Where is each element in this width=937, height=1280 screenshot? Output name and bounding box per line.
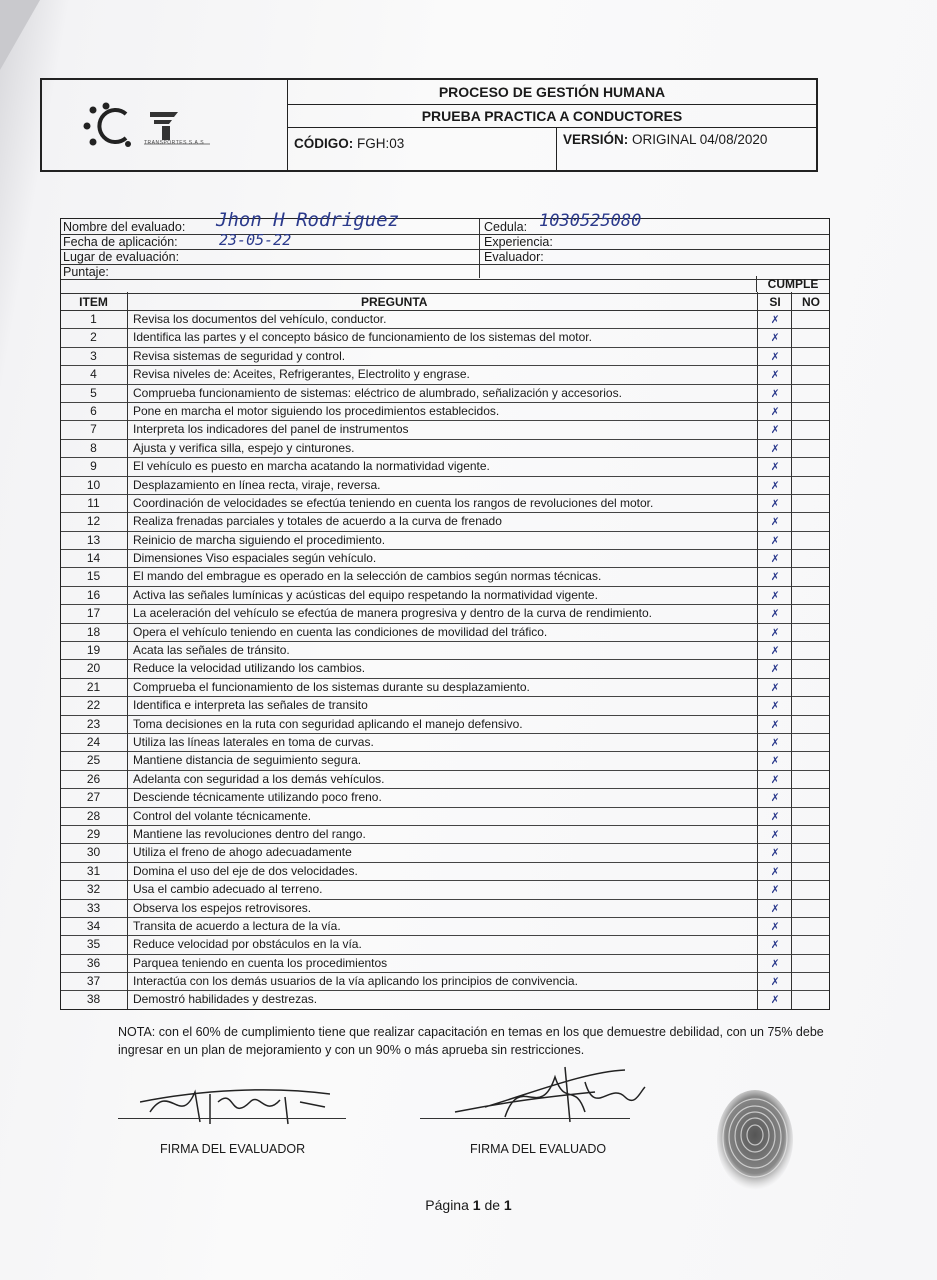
table-row	[61, 440, 829, 458]
item-number: 3	[90, 348, 97, 363]
si-check-mark: ✗	[771, 716, 779, 732]
cedula-label: Cedula:	[484, 220, 528, 234]
item-number: 19	[86, 643, 101, 658]
table-row	[61, 955, 829, 973]
fingerprint-icon	[710, 1085, 800, 1195]
si-check-mark: ✗	[771, 459, 779, 475]
si-check-mark: ✗	[771, 918, 779, 934]
item-number: 36	[86, 955, 101, 970]
question-text: Revisa niveles de: Aceites, Refrigerantes, Electrolito y engrase.	[133, 367, 470, 382]
si-check-mark: ✗	[771, 955, 779, 971]
experiencia-label: Experiencia:	[484, 235, 553, 249]
si-check-mark: ✗	[771, 367, 779, 383]
table-row	[61, 826, 829, 844]
note-text: NOTA: con el 60% de cumplimiento tiene que realizar capacitación en temas en los que demuestre debilidad, con un 75% debe ingresar en un plan de mejoramiento y con un 90% o más aprueba sin restricciones.	[118, 1025, 824, 1057]
pregunta-column-header: PREGUNTA	[361, 295, 428, 309]
column-header-row	[61, 293, 829, 311]
item-number: 38	[86, 992, 101, 1007]
si-check-mark: ✗	[771, 624, 779, 640]
question-text: Reduce la velocidad utilizando los cambios.	[133, 661, 366, 676]
item-number: 37	[86, 974, 101, 989]
si-check-mark: ✗	[771, 551, 779, 567]
table-row	[61, 366, 829, 384]
table-row	[61, 348, 829, 366]
table-row	[61, 752, 829, 770]
item-number: 2	[90, 330, 97, 345]
question-text: Domina el uso del eje de dos velocidades.	[133, 863, 358, 878]
item-number: 29	[86, 826, 101, 841]
no-column-header: NO	[802, 295, 820, 309]
question-text: Comprueba el funcionamiento de los sistemas durante su desplazamiento.	[133, 679, 530, 694]
item-number: 30	[86, 845, 101, 860]
item-number: 13	[86, 532, 101, 547]
item-number: 34	[86, 918, 101, 933]
version-field: VERSIÓN: ORIGINAL 04/08/2020	[556, 128, 767, 170]
table-row	[61, 844, 829, 862]
evaluador-label: Evaluador:	[484, 250, 544, 264]
item-number: 27	[86, 790, 101, 805]
si-check-mark: ✗	[771, 587, 779, 603]
question-text: Identifica e interpreta las señales de transito	[133, 698, 368, 713]
si-check-mark: ✗	[771, 753, 779, 769]
table-row	[61, 716, 829, 734]
si-check-mark: ✗	[771, 734, 779, 750]
si-check-mark: ✗	[771, 532, 779, 548]
table-row	[61, 697, 829, 715]
question-text: La aceleración del vehículo se efectúa de manera progresiva y dentro de la curva de rendimiento.	[133, 606, 652, 621]
question-text: Realiza frenadas parciales y totales de acuerdo a la curva de frenado	[133, 514, 502, 529]
table-row	[61, 900, 829, 918]
question-text: Opera el vehículo teniendo en cuenta las condiciones de movilidad del tráfico.	[133, 624, 548, 639]
table-row	[61, 568, 829, 586]
table-row	[61, 587, 829, 605]
si-check-mark: ✗	[771, 826, 779, 842]
si-check-mark: ✗	[771, 937, 779, 953]
si-check-mark: ✗	[771, 900, 779, 916]
si-check-mark: ✗	[771, 385, 779, 401]
evaluee-info	[61, 209, 829, 293]
table-row	[61, 403, 829, 421]
fecha-value: 23-05-22	[219, 231, 292, 249]
item-number: 16	[86, 587, 101, 602]
company-logo-cell	[42, 80, 288, 170]
si-check-mark: ✗	[771, 312, 779, 327]
table-row	[61, 458, 829, 476]
si-check-mark: ✗	[771, 679, 779, 695]
question-text: Identifica las partes y el concepto básico de funcionamiento de los sistemas del motor.	[133, 330, 592, 345]
table-row	[61, 734, 829, 752]
item-number: 15	[86, 569, 101, 584]
item-number: 10	[86, 477, 101, 492]
question-text: Usa el cambio adecuado al terreno.	[133, 882, 323, 897]
question-text: Dimensiones Viso espaciales según vehículo.	[133, 551, 377, 566]
si-check-mark: ✗	[771, 808, 779, 824]
table-row	[61, 789, 829, 807]
si-check-mark: ✗	[771, 790, 779, 806]
table-row	[61, 642, 829, 660]
document-header	[40, 78, 818, 172]
evaluee-signature-label: FIRMA DEL EVALUADO	[470, 1142, 607, 1156]
question-text: Parquea teniendo en cuenta los procedimientos	[133, 955, 388, 970]
table-row	[61, 550, 829, 568]
si-check-mark: ✗	[771, 698, 779, 714]
logo-text: TRANSPORTES S.A.S	[144, 140, 205, 146]
question-text: Comprueba funcionamiento de sistemas: eléctrico de alumbrado, señalización y accesorios.	[133, 385, 622, 400]
question-text: Acata las señales de tránsito.	[133, 643, 290, 658]
si-check-mark: ✗	[771, 477, 779, 493]
si-check-mark: ✗	[771, 845, 779, 861]
si-check-mark: ✗	[771, 606, 779, 622]
si-check-mark: ✗	[771, 330, 779, 346]
question-text: Reinicio de marcha siguiendo el procedimiento.	[133, 532, 386, 547]
table-row	[61, 991, 829, 1008]
item-number: 25	[86, 753, 101, 768]
table-row	[61, 385, 829, 403]
process-title: PROCESO DE GESTIÓN HUMANA	[288, 80, 816, 105]
question-text: Revisa sistemas de seguridad y control.	[133, 348, 346, 363]
table-row	[61, 771, 829, 789]
puntaje-label: Puntaje:	[63, 265, 109, 279]
si-check-mark: ✗	[771, 771, 779, 787]
table-row	[61, 660, 829, 678]
item-number: 12	[86, 514, 101, 529]
question-text: Desciende técnicamente utilizando poco freno.	[133, 790, 382, 805]
si-column-header: SI	[769, 295, 781, 309]
question-text: Control del volante técnicamente.	[133, 808, 312, 823]
item-number: 7	[90, 422, 97, 437]
question-text: Reduce velocidad por obstáculos en la vía.	[133, 937, 362, 952]
page-fold-shadow	[0, 0, 40, 70]
si-check-mark: ✗	[771, 863, 779, 879]
item-number: 31	[86, 863, 101, 878]
item-number: 1	[90, 312, 97, 326]
table-row	[61, 936, 829, 954]
si-check-mark: ✗	[771, 992, 779, 1008]
table-row	[61, 421, 829, 439]
cedula-value: 1030525080	[539, 211, 642, 231]
item-column-header: ITEM	[79, 295, 108, 309]
item-number: 14	[86, 551, 101, 566]
si-check-mark: ✗	[771, 495, 779, 511]
question-text: Demostró habilidades y destrezas.	[133, 992, 318, 1007]
table-row	[61, 624, 829, 642]
item-number: 17	[86, 606, 101, 621]
question-text: Desplazamiento en línea recta, viraje, reversa.	[133, 477, 381, 492]
si-check-mark: ✗	[771, 643, 779, 659]
table-row	[61, 679, 829, 697]
question-text: Activa las señales lumínicas y acústicas del equipo respetando la normatividad vigente.	[133, 587, 598, 602]
question-text: Pone en marcha el motor siguiendo los procedimientos establecidos.	[133, 403, 500, 418]
item-number: 26	[86, 771, 101, 786]
item-number: 11	[87, 495, 100, 510]
item-number: 24	[86, 734, 101, 749]
question-text: Observa los espejos retrovisores.	[133, 900, 312, 915]
question-text: Mantiene las revoluciones dentro del rango.	[133, 826, 366, 841]
si-check-mark: ✗	[771, 422, 779, 438]
cumple-header: CUMPLE	[756, 276, 829, 292]
question-text: Interpreta los indicadores del panel de instrumentos	[133, 422, 409, 437]
si-check-mark: ✗	[771, 440, 779, 456]
item-number: 18	[86, 624, 101, 639]
item-number: 28	[86, 808, 101, 823]
question-text: Revisa los documentos del vehículo, conductor.	[133, 312, 387, 326]
item-number: 21	[86, 679, 101, 694]
evaluator-signature	[140, 1072, 330, 1132]
si-check-mark: ✗	[771, 514, 779, 530]
item-number: 9	[90, 459, 97, 474]
nombre-label: Nombre del evaluado:	[63, 220, 186, 234]
question-text: Utiliza el freno de ahogo adecuadamente	[133, 845, 352, 860]
table-row	[61, 605, 829, 623]
table-row	[61, 513, 829, 531]
form-title: PRUEBA PRACTICA A CONDUCTORES	[288, 105, 816, 128]
item-number: 4	[90, 367, 97, 382]
table-row	[61, 863, 829, 881]
table-row	[61, 311, 829, 329]
question-text: Coordinación de velocidades se efectúa teniendo en cuenta los rangos de revoluciones del motor.	[133, 495, 654, 510]
item-number: 22	[86, 698, 101, 713]
lugar-label: Lugar de evaluación:	[63, 250, 180, 264]
item-number: 23	[86, 716, 101, 731]
question-text: Interactúa con los demás usuarios de la vía aplicando los principios de convivencia.	[133, 974, 578, 989]
item-number: 8	[90, 440, 97, 455]
table-row	[61, 918, 829, 936]
item-number: 20	[86, 661, 101, 676]
page-number: Página 1 de 1	[425, 1197, 512, 1213]
si-check-mark: ✗	[771, 882, 779, 898]
table-row	[61, 329, 829, 347]
table-row	[61, 881, 829, 899]
question-rows	[61, 311, 829, 1009]
si-check-mark: ✗	[771, 348, 779, 364]
question-text: Ajusta y verifica silla, espejo y cinturones.	[133, 440, 355, 455]
table-row	[61, 477, 829, 495]
question-text: Adelanta con seguridad a los demás vehículos.	[133, 771, 385, 786]
item-number: 33	[86, 900, 101, 915]
table-row	[61, 808, 829, 826]
question-text: Transita de acuerdo a lectura de la vía.	[133, 918, 341, 933]
fecha-label: Fecha de aplicación:	[63, 235, 178, 249]
question-text: Mantiene distancia de seguimiento segura.	[133, 753, 362, 768]
table-row	[61, 973, 829, 991]
question-text: Toma decisiones en la ruta con seguridad aplicando el manejo defensivo.	[133, 716, 523, 731]
si-check-mark: ✗	[771, 569, 779, 585]
item-number: 32	[86, 882, 101, 897]
table-row	[61, 495, 829, 513]
question-text: El vehículo es puesto en marcha acatando la normatividad vigente.	[133, 459, 490, 474]
evaluation-table	[60, 209, 830, 1010]
si-check-mark: ✗	[771, 403, 779, 419]
si-check-mark: ✗	[771, 661, 779, 677]
item-number: 5	[90, 385, 97, 400]
question-text: El mando del embrague es operado en la selección de cambios según normas técnicas.	[133, 569, 602, 584]
item-number: 35	[86, 937, 101, 952]
item-number: 6	[90, 403, 97, 418]
company-logo-icon	[78, 98, 228, 158]
si-check-mark: ✗	[771, 974, 779, 990]
question-text: Utiliza las líneas laterales en toma de curvas.	[133, 734, 374, 749]
code-field: CÓDIGO: FGH:03	[294, 136, 405, 151]
evaluator-signature-label: FIRMA DEL EVALUADOR	[160, 1142, 306, 1156]
table-row	[61, 532, 829, 550]
nombre-value: Jhon H Rodriguez	[216, 209, 400, 231]
